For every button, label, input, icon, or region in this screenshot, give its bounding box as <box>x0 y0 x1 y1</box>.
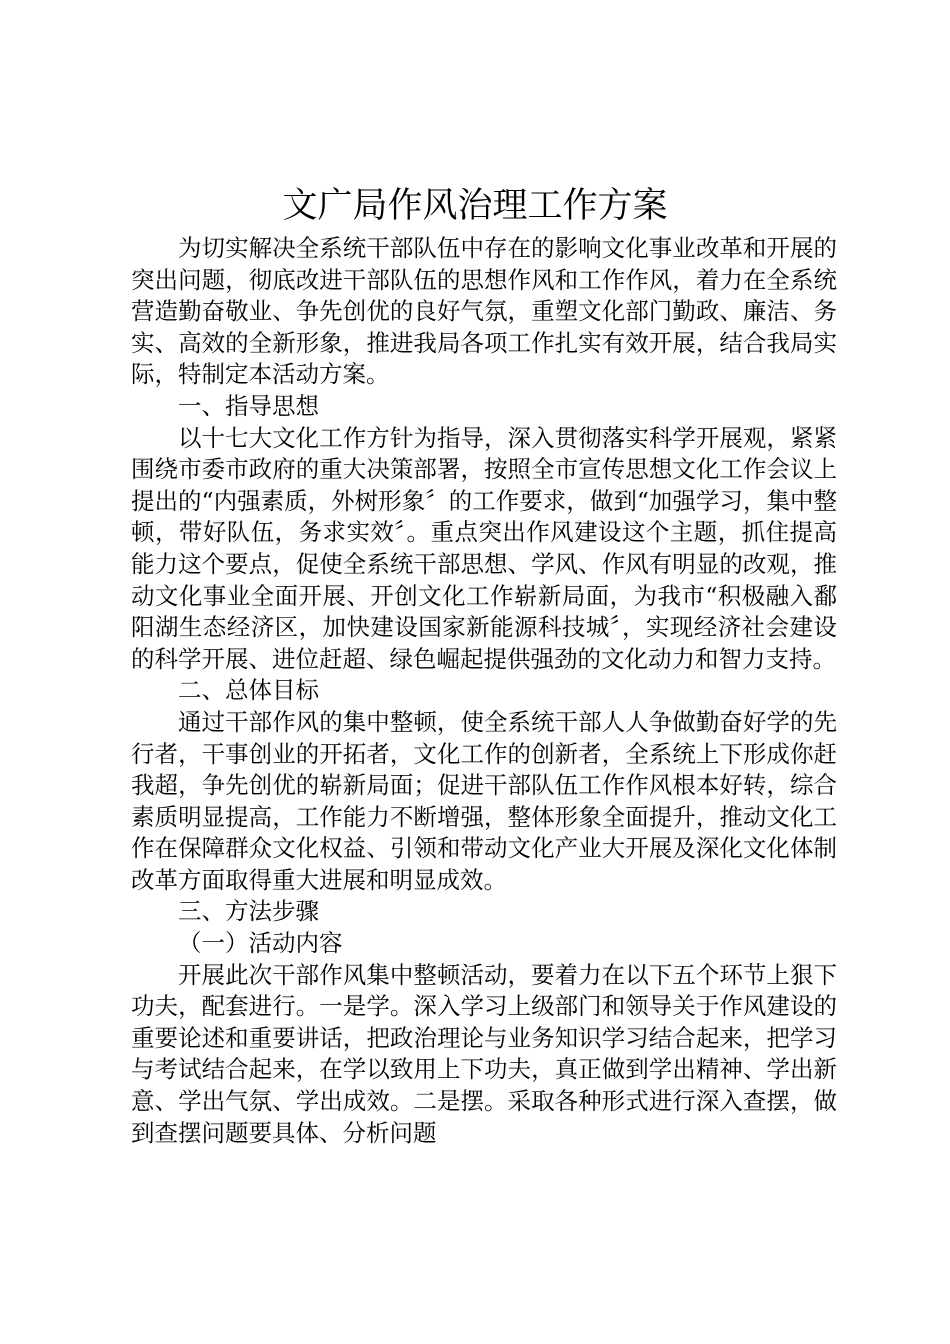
paragraph-intro: 为切实解决全系统干部队伍中存在的影响文化事业改革和开展的突出问题，彻底改进干部队伍的思想作风和工作作风，着力在全系统营造勤奋敬业、争先创优的良好气氛，重塑文化部门勤政、廉洁、务实、高效的全新形象，推进我局各项工作扎实有效开展，结合我局实际，特制定本活动方案。 <box>131 234 837 389</box>
document-title: 文广局作风治理工作方案 <box>282 186 668 226</box>
subheading-activity-content: （一）活动内容 <box>178 929 343 958</box>
heading-guiding-ideology: 一、指导思想 <box>178 391 319 420</box>
paragraph-activity-content: 开展此次干部作风集中整顿活动，要着力在以下五个环节上狠下功夫，配套进行。一是学。深入学习上级部门和领导关于作风建设的重要论述和重要讲话，把政治理论与业务知识学习结合起来，把学习与考试结合起来，在学以致用上下功夫，真正做到学出精神、学出新意、学出气氛、学出成效。二是摆。采取各种形式进行深入查摆，做到查摆问题要具体、分析问题 <box>131 960 837 1147</box>
paragraph-guiding-ideology: 以十七大文化工作方针为指导，深入贯彻落实科学开展观，紧紧围绕市委市政府的重大决策部署，按照全市宣传思想文化工作会议上提出的“内强素质，外树形象〞的工作要求，做到“加强学习，集中整顿，带好队伍，务求实效〞。重点突出作风建设这个主题，抓住提高能力这个要点，促使全系统干部思想、学风、作风有明显的改观，推动文化事业全面开展、开创文化工作崭新局面，为我市“积极融入鄱阳湖生态经济区，加快建设国家新能源科技城〞，实现经济社会建设的科学开展、进位赶超、绿色崛起提供强劲的文化动力和智力支持。 <box>131 423 837 673</box>
heading-overall-goal: 二、总体目标 <box>178 676 319 705</box>
paragraph-overall-goal: 通过干部作风的集中整顿，使全系统干部人人争做勤奋好学的先行者，干事创业的开拓者，文化工作的创新者，全系统上下形成你赶我超，争先创优的崭新局面；促进干部队伍工作作风根本好转，综合素质明显提高，工作能力不断增强，整体形象全面提升，推动文化工作在保障群众文化权益、引领和带动文化产业大开展及深化文化体制改革方面取得重大进展和明显成效。 <box>131 707 837 894</box>
document-body <box>131 233 837 1149</box>
heading-methods-steps: 三、方法步骤 <box>178 897 319 926</box>
